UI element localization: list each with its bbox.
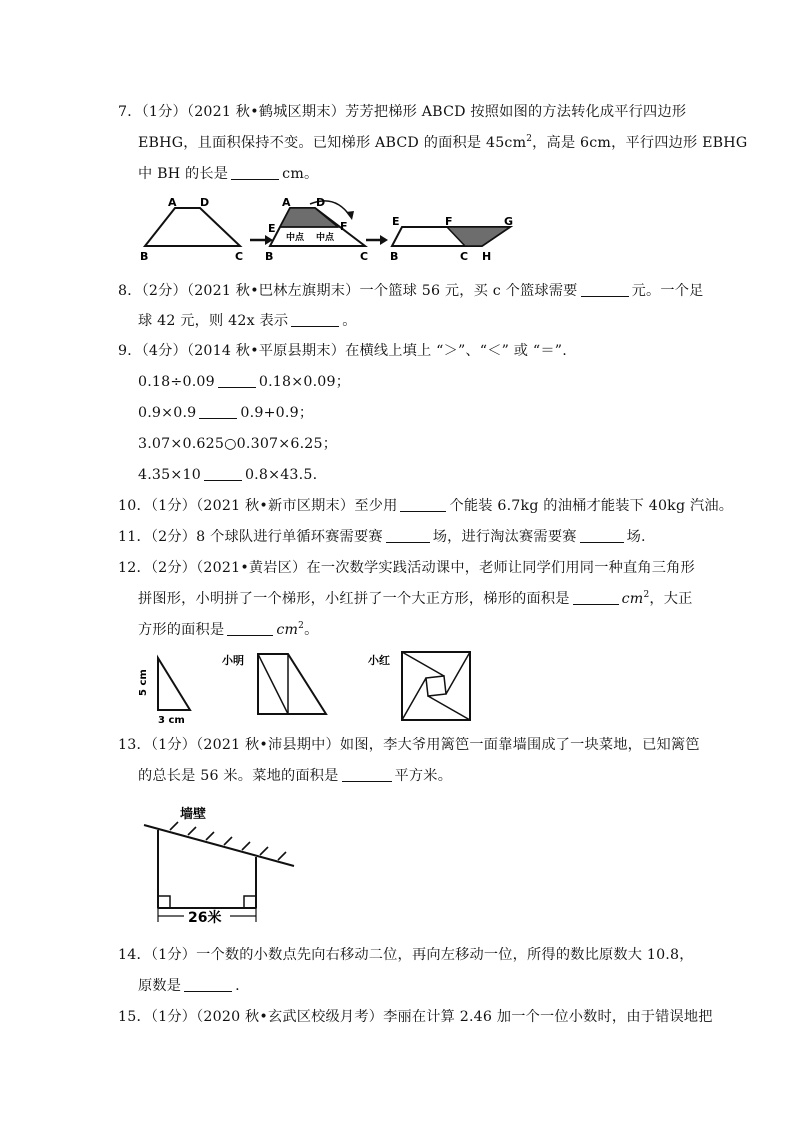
svg-text:G: G <box>504 215 514 228</box>
svg-text:F: F <box>445 215 453 228</box>
q7-line2: EBHG，且面积保持不变。已知梯形 ABCD 的面积是 $45cm^2$，高是 6cm，平行四边形 EBHG <box>138 134 748 151</box>
q12-line3: 方形的面积是 $cm^2$。 <box>138 621 319 638</box>
svg-text:墙壁: 墙壁 <box>180 807 207 822</box>
q7-trapezoid-figure <box>140 194 680 264</box>
svg-text:A: A <box>168 196 177 209</box>
svg-text:C: C <box>235 250 244 263</box>
q12-line1: 12．（2分）（2021•黄岩区）在一次数学实践活动课中，老师让同学们用同一种直角三角形 <box>118 560 695 576</box>
svg-text:B: B <box>390 250 399 263</box>
q12-triangle-figure <box>138 650 478 726</box>
q8-line1: 8．（2分）（2021 秋•巴林左旗期末）一个篮球 56 元，买 c 个篮球需要 元。一个足 <box>118 283 704 299</box>
q9-item4: 4.35×10 0.8×43.5. <box>138 467 318 483</box>
svg-text:E: E <box>268 222 276 235</box>
svg-text:5 cm: 5 cm <box>138 669 149 696</box>
q9-item1: 0.18÷0.09 0.18×0.09； <box>138 374 351 390</box>
svg-text:26米: 26米 <box>188 910 222 926</box>
q11-line: 11．（2分）8 个球队进行单循环赛需要赛 场，进行淘汰赛需要赛 场. <box>118 529 646 545</box>
svg-text:D: D <box>200 196 210 209</box>
answer-blank[interactable] <box>199 404 237 419</box>
answer-blank[interactable] <box>291 312 339 327</box>
q14-line2: 原数是 . <box>138 978 240 994</box>
q14-line1: 14．（1分）一个数的小数点先向右移动二位，再向左移动一位，所得的数比原数大 10.8， <box>118 947 694 963</box>
answer-blank[interactable] <box>580 528 624 543</box>
q10-line: 10．（1分）（2021 秋•新市区期末）至少用 个能装 6.7kg 的油桶才能装下 40kg 汽油。 <box>118 498 734 514</box>
answer-blank[interactable] <box>400 497 446 512</box>
svg-text:D: D <box>316 196 326 209</box>
svg-text:C: C <box>460 250 469 263</box>
svg-text:小明: 小明 <box>222 654 244 667</box>
svg-text:H: H <box>482 250 492 263</box>
answer-blank[interactable] <box>218 373 256 388</box>
svg-text:F: F <box>340 220 348 233</box>
q9-item2: 0.9×0.9 0.9+0.9； <box>138 405 314 421</box>
answer-blank[interactable] <box>184 977 232 992</box>
svg-text:3 cm: 3 cm <box>158 715 185 726</box>
svg-text:C: C <box>360 250 369 263</box>
answer-blank[interactable] <box>204 466 242 481</box>
answer-blank[interactable] <box>581 282 629 297</box>
answer-blank[interactable] <box>227 621 273 636</box>
q7-line1: 7．（1分）（2021 秋•鹤城区期末）芳芳把梯形 ABCD 按照如图的方法转化成平行四边形 <box>118 104 687 120</box>
answer-blank[interactable] <box>231 165 279 180</box>
answer-blank[interactable] <box>342 767 392 782</box>
answer-blank[interactable] <box>573 590 619 605</box>
q13-line2: 的总长是 56 米。菜地的面积是 平方米。 <box>138 768 453 784</box>
q9-line1: 9．（4分）（2014 秋•平原县期末）在横线上填上 “＞”、“＜” 或 “＝”. <box>118 343 567 359</box>
q7-line3: 中 BH 的长是 cm。 <box>138 166 319 182</box>
q13-line1: 13．（1分）（2021 秋•沛县期中）如图，李大爷用篱笆一面靠墙围成了一块菜地，已知篱笆 <box>118 737 700 753</box>
svg-text:E: E <box>392 215 400 228</box>
q8-line2: 球 42 元，则 42x 表示 。 <box>138 313 357 329</box>
answer-blank[interactable] <box>386 528 430 543</box>
svg-text:中点: 中点 <box>286 233 305 243</box>
q15-line1: 15．（1分）（2020 秋•玄武区校级月考）李丽在计算 2.46 加一个一位小数时，由于错误地把 <box>118 1009 713 1025</box>
svg-text:小红: 小红 <box>368 654 390 667</box>
svg-text:B: B <box>265 250 274 263</box>
q13-wall-garden-figure <box>140 800 310 930</box>
q9-item3: 3.07×0.625○0.307×6.25； <box>138 436 338 452</box>
svg-text:B: B <box>140 250 149 263</box>
svg-text:A: A <box>282 196 291 209</box>
q12-line2: 拼图形，小明拼了一个梯形，小红拼了一个大正方形，梯形的面积是 $cm^2$，大正 <box>138 590 693 607</box>
svg-text:中点: 中点 <box>316 233 335 243</box>
